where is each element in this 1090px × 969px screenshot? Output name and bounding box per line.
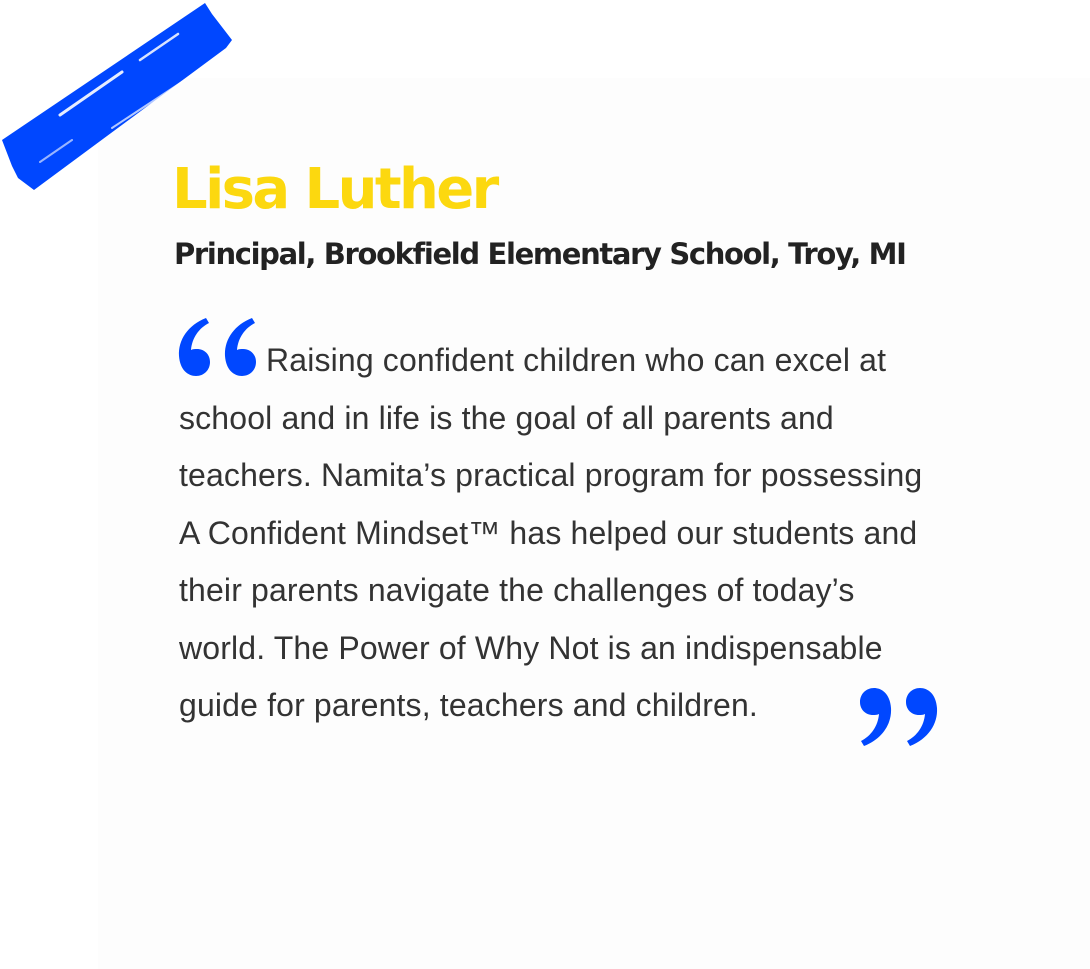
quote-line: world. The Power of Why Not is an indispensable <box>179 630 883 666</box>
quote-line: teachers. Namita’s practical program for possessing <box>179 457 923 493</box>
quote-line: A Confident Mindset™ has helped our students and <box>179 515 918 551</box>
person-role: Principal, Brookfield Elementary School, Troy, MI <box>174 237 906 271</box>
open-quote-icon <box>176 316 258 378</box>
quote-line: guide for parents, teachers and children. <box>179 687 758 723</box>
close-quote-icon <box>858 686 940 748</box>
quote-line: school and in life is the goal of all parents and <box>179 400 834 436</box>
quote-line: their parents navigate the challenges of today’s <box>179 572 855 608</box>
quote-line: Raising confident children who can excel at <box>266 342 887 378</box>
person-name: Lisa Luther <box>172 157 497 222</box>
